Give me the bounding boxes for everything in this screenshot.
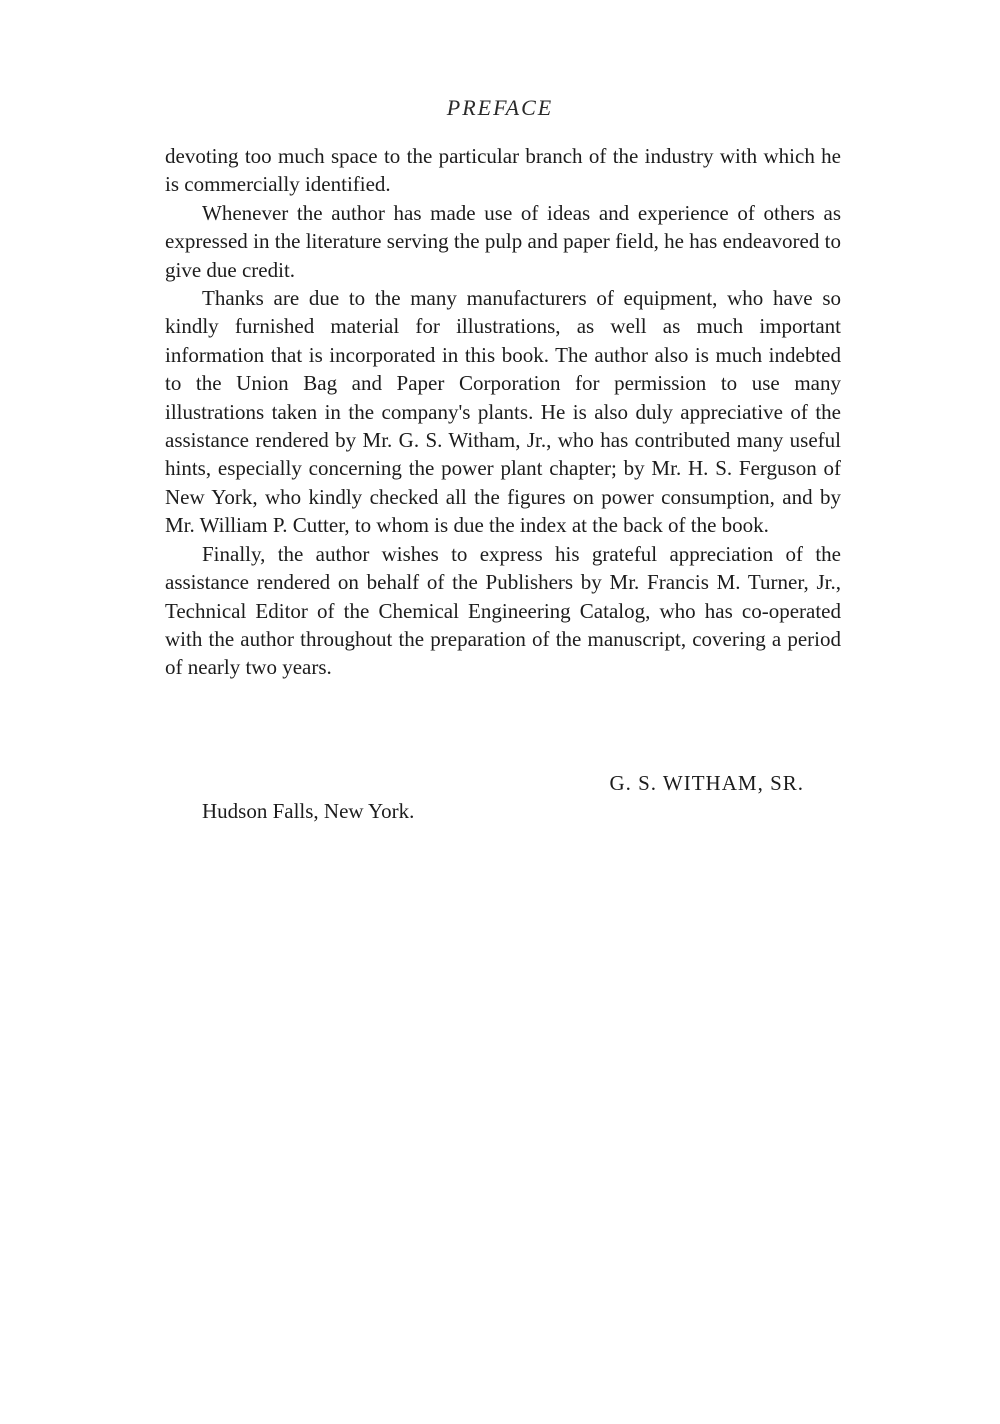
paragraph-thanks: Thanks are due to the many manufacturers of equipment, who have so kindly furnished material for illustrations, as well as much important information that is incorporated in this book. The author also is much indebted to the Union Bag and Paper Corporation for permission to use many illustrations taken in the company's plants. He is also duly appreciative of the assistance rendered by Mr. G. S. Witham, Jr., who has contributed many useful hints, especially concerning the power plant chapter; by Mr. H. S. Ferguson of New York, who kindly checked all the figures on power consumption, and by Mr. William P. Cutter, to whom is due the index at the back of the book. — [165, 286, 841, 538]
preface-body — [165, 142, 841, 682]
place-line: Hudson Falls, New York. — [202, 799, 415, 823]
paragraph-appreciation: Finally, the author wishes to express his grateful appreciation of the assistance rendered on behalf of the Publishers by Mr. Francis M. Turner, Jr., Technical Editor of the Chemical Engineering Catalog, who has co-operated with the author throughout the preparation of the manuscript, covering a period of nearly two years. — [165, 541, 841, 680]
paragraph-continuation: devoting too much space to the particular branch of the industry with which he is commercially identified. — [165, 144, 841, 197]
running-head: PREFACE — [446, 95, 554, 120]
author-signature: G. S. WITHAM, SR. — [609, 771, 804, 795]
paragraph-credits: Whenever the author has made use of ideas and experience of others as expressed in the literature serving the pulp and paper field, he has endeavored to give due credit. — [165, 200, 841, 282]
